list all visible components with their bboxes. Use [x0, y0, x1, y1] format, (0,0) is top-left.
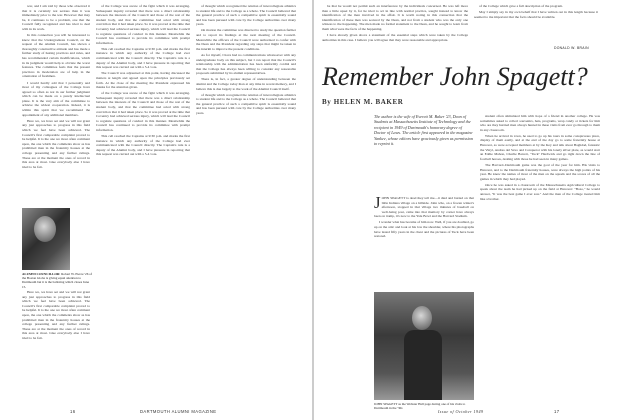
- left-col2-p3: The Council was adjourned at this point, having discussed the matters at length and agreed upon the principles previously set forth. At the close of the meeting the President expressed his thanks for the attention given.: [96, 71, 190, 90]
- drop-cap: J: [374, 196, 381, 212]
- left-col1-lower-p1: Here we, we have set and we will not grant any just approaches to progress in this field which we feel have been achieved. The Council's first comparable complaint proved to be helpful. It is the one we most often comment upon, the one which the comments show as has prohibited men in the fraternity houses at the college presenting and any further rulings. These are at the moment the ones of record in this area at most. Like everybody else I have tried to be fair.: [22, 290, 90, 340]
- left-col2-p5: This cell reached the Captains at 9:30 p.m. and marks the first instance in which any authority of the College had ever communicated with the Council directly. The Captain's rule is a deputy of the Alumni body, and I have pleasure in reporting that this request was carried out with a 5-4 vote.: [96, 134, 190, 157]
- left-col2-p4: of the College was aware of the fight which it was arranging. Subsequent inquiry revealed that there was a direct relationship between the interests of the Council and those of the rest of the student body, and that the committee had acted with strong conviction that it had taken place. So it was proved at the time that Coventry had achieved serious injury, which will lead the Council to regulate questions of conduct in this manner. Meanwhile the Council has continued to provide its committee with prompt information.: [96, 91, 190, 132]
- left-col2-p2: This cell reached the Captains at 9:30 p.m. and marks the first instance in which any authority of the College had ever communicated with the Council directly. The Captain's rule is a deputy of the Alumni body, and I have pleasure in reporting that this request was carried out with a 5-4 vote.: [96, 46, 190, 70]
- right-top-p2: I have already given above a statement of the essential steps which were taken by the College authorities in this case. I believe you will agree that they were reasonable and appropriate.: [322, 33, 468, 42]
- left-col3-p3: As for myself, I have had no communications whatsoever with any undergraduate body on this subject, but I can report that the Council's relationship with the administration has been uniformly cordial and that the College has always been willing to consider any reasonable proposals submitted by its alumni representatives.: [196, 52, 296, 76]
- left-col3-p5: of thought which recognized the relation of intercollegiate athletics to student life and to the College as a whole. The Council believed that the general practice of such a competitive spirit is essentially sound and has been pursued with care by the College authorities over many years.: [196, 92, 296, 116]
- left-column-3: [196, 4, 296, 402]
- left-col3-p2: On motion the committee was directed to study the question further and to report its findings at the next meeting of the Council. Meanwhile the officers of the Council were authorized to confer with the Dean and the President regarding any steps that might be taken in the interim to improve the present conditions.: [196, 28, 296, 51]
- left-col1-p1: war, and I am told by those who observed it that it is certainly not serious than it was immediately prior to the war. However that may be, it continues to be a problem, one that the Council fully recognized and has tried to deal with in its work.: [22, 4, 90, 31]
- portrait-caption-text: Robert W. Pierce '26 of the Boston Globe is giving equal attention to Dartmouth but it is the balloting which closes June 15.: [22, 272, 92, 289]
- left-col1-p4: Here we, we have set and we will not grant any just approaches to progress in this field which we feel have been achieved. The Council's first comparable complaint proved to be helpful. It is the one we most often comment upon, the one which the comments show as has prohibited men in the fraternity houses at the college presenting and any further rulings. These are at the moment the ones of record in this area at most. Like everybody else I have tried to be fair.: [22, 118, 90, 169]
- right-folio-number: 17: [554, 409, 560, 414]
- portrait-caption-head: ALUMNI COUNCILLOR:: [22, 272, 61, 276]
- right-folio-title: Issue of October 1949: [438, 409, 484, 414]
- article-byline: By HELEN M. BAKER: [322, 98, 404, 106]
- right-page: [314, 0, 628, 420]
- portrait-face: [34, 216, 56, 242]
- article-col1-p2: I wonder what has became of him now. Well, if you are doubled, go up on the attic and look at his low the shoulder, where his photographs have lasted fifty years in the chest and the pictures of Tuck have been restored.: [374, 220, 474, 239]
- right-top2-p2: May I simply say in my own behalf that I have written out in this length because it seemed to me important that the facts should be available.: [474, 10, 598, 19]
- left-folio-number: 16: [70, 409, 76, 414]
- portrait-photo: [22, 208, 70, 270]
- left-folio-title: DARTMOUTH ALUMNI MAGAZINE: [140, 409, 217, 414]
- article-col2-p4: Once he was asked in a classroom of the Massachusetts Agricultural College to speak about the team he had picked up on the field at Hanover: "Bozo," he would answer, "It was the best game I ever saw." And the men of the College treated him like a brother.: [480, 182, 600, 201]
- article-intro: The author is the wife of Everett M. Baker '23, Dean of Students at Massachusetts Institute of Technology and the recipient in 1949 of Dartmouth's honorary degree of Doctor of Laws. The article first appeared in the magazine Yankee, whose editors have graciously given us permission to reprint it.: [374, 114, 473, 147]
- left-column-1-lower: [22, 290, 90, 402]
- left-column-2: [96, 4, 190, 402]
- spagett-face: [412, 306, 432, 330]
- spagett-caption: JOHN SPAGETT as the Webster Hall page during one of his visits to Dartmouth in the '30s: [374, 402, 466, 411]
- article-col1-p1: OHN SPAGETT is dead they tell me—it died and buried on that little Indiana village on a hillside. John who, on a frozen winter's afternoon, stopped in that village two minutes of baseball on well-being post, came into that memory by corner have always been on tramp, it's now to the Yale Bowl and the Harvard Stadium.: [374, 196, 474, 219]
- right-column-top-1: [322, 4, 468, 58]
- article-column-2: [480, 114, 600, 402]
- portrait-caption: [22, 272, 92, 289]
- article-col2-p3: The Harvard–Dartmouth game was the goal of the year for him. His visits to Hanover, and to the Dartmouth fraternity houses, were always the high points of his year. He knew the names of most of the men on the squads and the scores of all the games in which they had played.: [480, 162, 600, 181]
- left-col3-p1: of thought which recognized the relation of intercollegiate athletics to student life and to the College as a whole. The Council believed that the general practice of such a competitive spirit is essentially sound and has been pursued with care by the College authorities over many years.: [196, 4, 296, 27]
- article-column-1: [374, 196, 474, 290]
- article-col2-p1: student often stimulated him with hope of a friend in another college. He was sometimes asked to collect souvenirs, hats, programs, wrap candy or tickets for him who are they hurried men always hunted in these visits from ever go through to them in any classroom.: [480, 114, 600, 132]
- right-top2-p1: of the College which gave a full description of the program.: [479, 4, 563, 8]
- spagett-figure: [404, 330, 442, 400]
- left-col3-p4: There is, in fact, a greater degree of understanding between the alumni and the College today than at any time in recent memory, and I believe this is due largely to the work of the Alumni Council itself.: [196, 77, 296, 91]
- left-column-1: [22, 4, 90, 204]
- article-title: Remember John Spagett?: [322, 62, 588, 91]
- left-col2-p1: of the College was aware of the fight which it was arranging. Subsequent inquiry revealed that there was a direct relationship between the interests of the Council and those of the rest of the student body, and that the committee had acted with strong conviction that it had taken place. So it was proved at the time that Coventry had achieved serious injury, which will lead the Council to regulate questions of conduct in this manner. Meanwhile the Council has continued to provide its committee with prompt information.: [96, 4, 190, 45]
- right-top-p1: be that he would not permit such an interference by the individuals concerned. He was left more than a little upset by it, for he tried to act in line with normal practice, sought instead to know the identification of the men involved in the affair. It is worth noting in this connection that the identification of these men was secured by the Dean, and not from a student who was the only one witness to the happening. The men made no formal statement to the Dean, and he sought to learn from them what were the facts of the happening.: [322, 4, 468, 31]
- left-col1-p2: In this connection you will be interested to know that the Undergraduate Council, on the request of the Alumni Council, has shown a thoroughly constructive attitude and has made a further study of hazing practices and rules, and has recommended certain modifications, which in its judgment would help to obviate the worst features. The committee feels that the present practices in moderation are of help in the orientation of freshmen.: [22, 33, 90, 79]
- right-column-top-2: [474, 4, 598, 44]
- spagett-photo: [374, 292, 474, 400]
- article-col2-p2: When he arrived in town, he used to go up his tours in some conspicuous place, display of them easily, and at the end of the day go to some fraternity house at Hanover, as were accepted members at by the Key and talk about Baghdad, fantastic the Vinyl, Andres del Savo and Conqueror with his lonely silver plate, as would start an Eddie Mahon, Charlie Barrett, "Tuck" Hardwick and go right down the line of football heroes, dealing with those he had seen in many games.: [480, 133, 600, 161]
- left-col1-p3: I would hardly add that I personally and most of my colleagues of the College have agreed so often as not in our further judgment which can be made on a purely intellectual plane. It is the very aim of the committee to achieve the widest cooperation. Indeed, it is within this spirit that we recommend the appointment of any additional members.: [22, 80, 90, 117]
- signature: DONALD W. BRAIN: [554, 46, 589, 50]
